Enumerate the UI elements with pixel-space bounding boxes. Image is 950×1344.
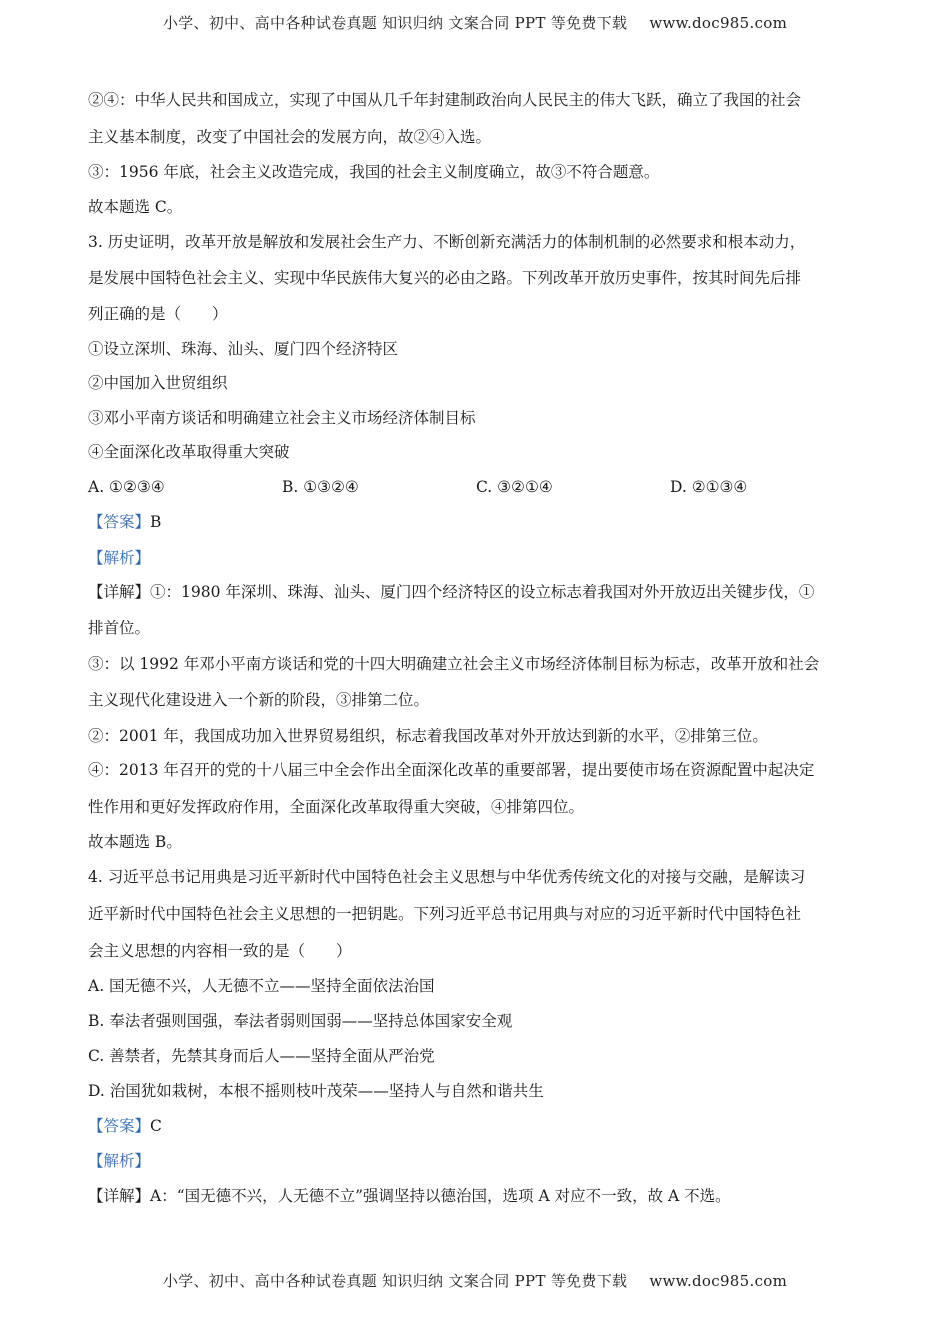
q4-detail-line-1: 【详解】A：“国无德不兴，人无德不立”强调坚持以德治国，选项 A 对应不一致，故 A 不选。 [88, 1187, 731, 1205]
answer-value: C [150, 1117, 162, 1135]
header-text: 小学、初中、高中各种试卷真题 知识归纳 文案合同 PPT 等免费下载 [162, 14, 628, 32]
q4-stem-line-3: 会主义思想的内容相一致的是（ ） [88, 942, 352, 960]
q2-conclusion: 故本题选 C。 [88, 198, 183, 216]
q4-answer [88, 1114, 162, 1138]
q4-option-b: B. 奉法者强则国强，奉法者弱则国弱——坚持总体国家安全观 [88, 1012, 513, 1030]
answer-tag: 【答案】 [88, 513, 151, 531]
q4-option-a: A. 国无德不兴，人无德不立——坚持全面依法治国 [88, 977, 435, 995]
q4-stem-line-1: 4. 习近平总书记用典是习近平新时代中国特色社会主义思想与中华优秀传统文化的对接与交融，是解读习 [88, 868, 806, 886]
q3-conclusion: 故本题选 B。 [88, 833, 182, 851]
page-header [0, 12, 950, 33]
q3-option-c: C. ③②①④ [476, 478, 553, 496]
q3-item-1: ①设立深圳、珠海、汕头、厦门四个经济特区 [88, 340, 399, 358]
q3-detail-line-2: 排首位。 [88, 619, 151, 637]
q4-analysis-heading [88, 1149, 150, 1173]
q3-stem-line-3: 列正确的是（ ） [88, 305, 228, 323]
q3-detail-line-4: 主义现代化建设进入一个新的阶段，③排第二位。 [88, 691, 430, 709]
q4-option-d: D. 治国犹如栽树，本根不摇则枝叶茂荣——坚持人与自然和谐共生 [88, 1082, 544, 1100]
footer-url: www.doc985.com [649, 1272, 788, 1290]
q3-detail-line-7: 性作用和更好发挥政府作用，全面深化改革取得重大突破，④排第四位。 [88, 798, 585, 816]
analysis-tag: 【解析】 [88, 1152, 151, 1170]
q3-item-3: ③邓小平南方谈话和明确建立社会主义市场经济体制目标 [88, 409, 476, 427]
q4-stem-line-2: 近平新时代中国特色社会主义思想的一把钥匙。下列习近平总书记用典与对应的习近平新时代中国特色社 [88, 905, 802, 923]
q2-analysis-line-2: 主义基本制度，改变了中国社会的发展方向，故②④入选。 [88, 128, 492, 146]
q3-detail-line-3: ③：以 1992 年邓小平南方谈话和党的十四大明确建立社会主义市场经济体制目标为标志，改革开放和社会 [88, 655, 820, 673]
q4-option-c: C. 善禁者，先禁其身而后人——坚持全面从严治党 [88, 1047, 435, 1065]
q3-detail-line-6: ④：2013 年召开的党的十八届三中全会作出全面深化改革的重要部署，提出要使市场在资源配置中起决定 [88, 761, 815, 779]
footer-text: 小学、初中、高中各种试卷真题 知识归纳 文案合同 PPT 等免费下载 [162, 1272, 628, 1290]
q3-option-b: B. ①③②④ [282, 478, 359, 496]
answer-tag: 【答案】 [88, 1117, 151, 1135]
q3-option-d: D. ②①③④ [670, 478, 748, 496]
q3-options [88, 475, 864, 499]
q3-item-2: ②中国加入世贸组织 [88, 374, 228, 392]
q3-detail-line-1: 【详解】①：1980 年深圳、珠海、汕头、厦门四个经济特区的设立标志着我国对外开放迈出关键步伐，① [88, 583, 815, 601]
q3-option-a: A. ①②③④ [88, 478, 165, 496]
answer-value: B [150, 513, 162, 531]
detail-tag: 【详解】 [88, 583, 151, 601]
q2-analysis-line-3: ③：1956 年底，社会主义改造完成，我国的社会主义制度确立，故③不符合题意。 [88, 163, 660, 181]
q3-detail-line-5: ②：2001 年，我国成功加入世界贸易组织，标志着我国改革对外开放达到新的水平，②排第三位。 [88, 727, 768, 745]
q2-analysis-line-1: ②④：中华人民共和国成立，实现了中国从几千年封建制政治向人民民主的伟大飞跃，确立了我国的社会 [88, 91, 802, 109]
analysis-tag: 【解析】 [88, 549, 151, 567]
page-footer [0, 1270, 950, 1291]
detail-tag: 【详解】 [88, 1187, 151, 1205]
q3-analysis-heading [88, 546, 150, 570]
q3-answer [88, 510, 161, 534]
q3-stem-line-2: 是发展中国特色社会主义、实现中华民族伟大复兴的必由之路。下列改革开放历史事件，按其时间先后排 [88, 269, 802, 287]
q3-stem-line-1: 3. 历史证明，改革开放是解放和发展社会生产力、不断创新充满活力的体制机制的必然要求和根本动力， [88, 233, 806, 251]
header-url: www.doc985.com [649, 14, 788, 32]
q3-item-4: ④全面深化改革取得重大突破 [88, 443, 290, 461]
